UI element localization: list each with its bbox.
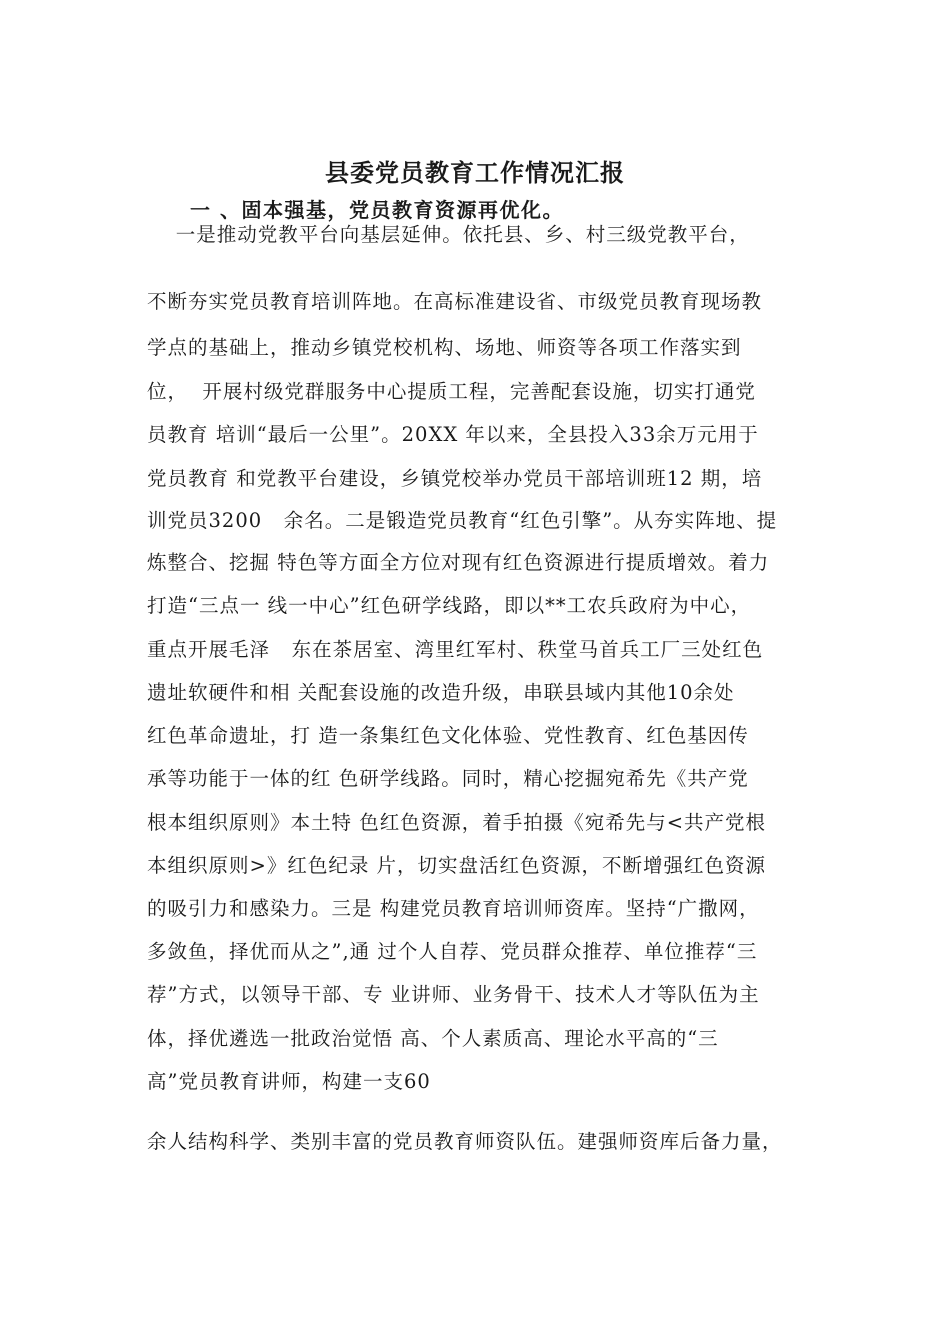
body-line: 荐”方式，以领导干部、专 业讲师、业务骨干、技术人才等队伍为主 (147, 983, 760, 1006)
body-line: 打造“三点一 线一中心”红色研学线路，即以**工农兵政府为中心， (147, 594, 752, 617)
body-line: 红色革命遗址，打 造一条集红色文化体验、党性教育、红色基因传 (147, 724, 749, 747)
section-heading: 一 、固本强基，党员教育资源再优化。 (190, 198, 564, 222)
body-line: 余人结构科学、类别丰富的党员教育师资队伍。建强师资库后备力量， (147, 1130, 783, 1153)
body-line: 党员教育 和党教平台建设，乡镇党校举办党员干部培训班12 期，培 (147, 467, 763, 490)
body-line: 的吸引力和感染力。三是 构建党员教育培训师资库。坚持“广撒网， (147, 897, 760, 920)
body-line: 根本组织原则》本土特 色红色资源，着手拍摄《宛希先与<共产党根 (147, 811, 767, 834)
body-line: 员教育 培训“最后一公里”。20XX 年以来，全县投入33余万元用于 (147, 423, 759, 446)
body-line: 遗址软硬件和相 关配套设施的改造升级，串联县域内其他10余处 (147, 681, 735, 704)
body-line: 体，择优遴选一批政治觉悟 高、个人素质高、理论水平高的“三 (147, 1027, 719, 1050)
body-line: 本组织原则>》红色纪录 片，切实盘活红色资源，不断增强红色资源 (147, 854, 767, 877)
body-line: 学点的基础上，推动乡镇党校机构、场地、师资等各项工作落实到 (147, 336, 742, 359)
document-title: 县委党员教育工作情况汇报 (325, 159, 625, 187)
body-line: 承等功能于一体的红 色研学线路。同时，精心挖掘宛希先《共产党 (147, 767, 749, 790)
body-line: 多敛鱼，择优而从之”,通 过个人自荐、党员群众推荐、单位推荐“三 (147, 940, 758, 963)
body-line: 训党员3200 余名。二是锻造党员教育“红色引擎”。从夯实阵地、提 (147, 509, 778, 532)
body-line: 一是推动党教平台向基层延伸。依托县、乡、村三级党教平台， (147, 223, 750, 246)
body-line: 重点开展毛泽 东在茶居室、湾里红军村、秩堂马首兵工厂三处红色 (147, 638, 764, 661)
body-line: 位， 开展村级党群服务中心提质工程，完善配套设施，切实打通党 (147, 380, 756, 403)
body-line: 不断夯实党员教育培训阵地。在高标准建设省、市级党员教育现场教 (147, 290, 763, 313)
body-line: 炼整合、挖掘 特色等方面全方位对现有红色资源进行提质增效。着力 (147, 551, 770, 574)
body-line: 高”党员教育讲师，构建一支60 (147, 1070, 431, 1093)
